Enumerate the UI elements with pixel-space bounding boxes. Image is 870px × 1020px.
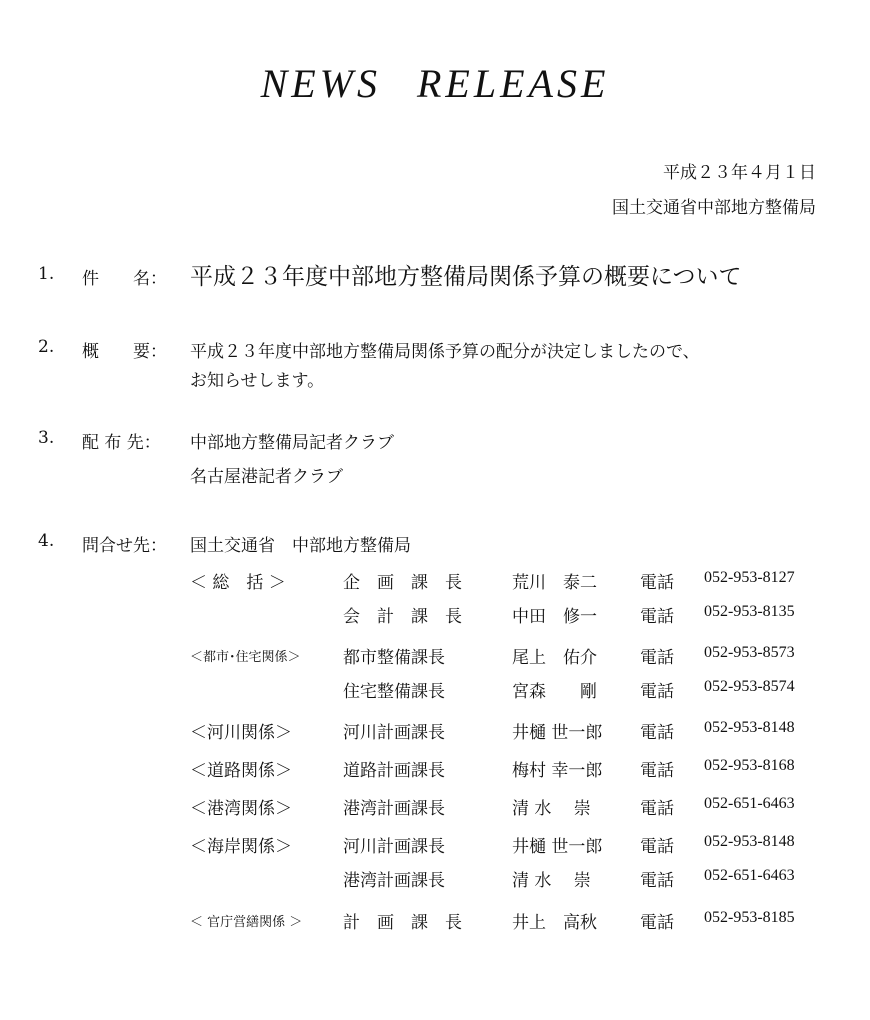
item-label: 問合せ先： [82,536,167,556]
contact-position: 企 画 課 長 [343,573,462,593]
phone-number: 052-953-8127 [704,569,795,586]
item-number: 3. [38,428,55,448]
contact-name: 清 水 崇 [512,799,591,819]
phone-label: 電話 [640,913,674,933]
item-label: 概 要： [82,342,167,362]
phone-label: 電話 [640,648,674,668]
contact-name: 尾上 佑介 [512,648,597,668]
item-number: 4. [38,531,55,551]
phone-number: 052-953-8185 [704,909,795,926]
contact-category: ＜ 総 括 ＞ [190,573,286,593]
summary-line: お知らせします。 [190,371,325,391]
contact-category: ＜ 官庁営繕関係 ＞ [190,915,303,930]
phone-number: 052-953-8148 [704,719,795,736]
contact-position: 住宅整備課長 [343,682,445,702]
summary-line: 平成２３年度中部地方整備局関係予算の配分が決定しましたので、 [190,342,700,362]
phone-number: 052-953-8574 [704,678,795,695]
distribution-line: 中部地方整備局記者クラブ [190,433,394,453]
contact-position: 河川計画課長 [343,837,445,857]
contact-position: 港湾計画課長 [343,871,445,891]
item-number: 1. [38,264,55,284]
subject-text: 平成２３年度中部地方整備局関係予算の概要について [190,264,742,290]
contact-category: ＜海岸関係＞ [190,837,292,857]
contact-category: ＜都市･住宅関係＞ [190,650,301,665]
phone-label: 電話 [640,723,674,743]
phone-label: 電話 [640,573,674,593]
contact-position: 計 画 課 長 [343,913,462,933]
contact-position: 河川計画課長 [343,723,445,743]
contact-position: 道路計画課長 [343,761,445,781]
contact-position: 港湾計画課長 [343,799,445,819]
contact-name: 井上 高秋 [512,913,597,933]
phone-number: 052-953-8135 [704,603,795,620]
distribution-line: 名古屋港記者クラブ [190,467,343,487]
phone-number: 052-953-8168 [704,757,795,774]
contact-name: 宮森 剛 [512,682,597,702]
contact-name: 井樋 世一郎 [512,723,603,743]
phone-label: 電話 [640,837,674,857]
item-label: 配 布 先： [82,433,161,453]
phone-number: 052-953-8573 [704,644,795,661]
contact-category: ＜河川関係＞ [190,723,292,743]
contact-name: 清 水 崇 [512,871,591,891]
issuer: 国土交通省中部地方整備局 [612,198,816,218]
contact-position: 都市整備課長 [343,648,445,668]
contact-name: 荒川 泰二 [512,573,597,593]
phone-number: 052-953-8148 [704,833,795,850]
phone-label: 電話 [640,682,674,702]
phone-label: 電話 [640,799,674,819]
release-date: 平成２３年４月１日 [663,163,816,183]
contact-position: 会 計 課 長 [343,607,462,627]
phone-label: 電話 [640,607,674,627]
contact-category: ＜道路関係＞ [190,761,292,781]
phone-number: 052-651-6463 [704,867,795,884]
item-label: 件 名： [82,269,167,289]
contact-name: 梅村 幸一郎 [512,761,603,781]
page-title: NEWS RELEASE [260,61,610,106]
phone-number: 052-651-6463 [704,795,795,812]
contact-name: 中田 修一 [512,607,597,627]
contact-name: 井樋 世一郎 [512,837,603,857]
contact-category: ＜港湾関係＞ [190,799,292,819]
phone-label: 電話 [640,761,674,781]
contact-org: 国土交通省 中部地方整備局 [190,536,411,556]
item-number: 2. [38,337,55,357]
phone-label: 電話 [640,871,674,891]
